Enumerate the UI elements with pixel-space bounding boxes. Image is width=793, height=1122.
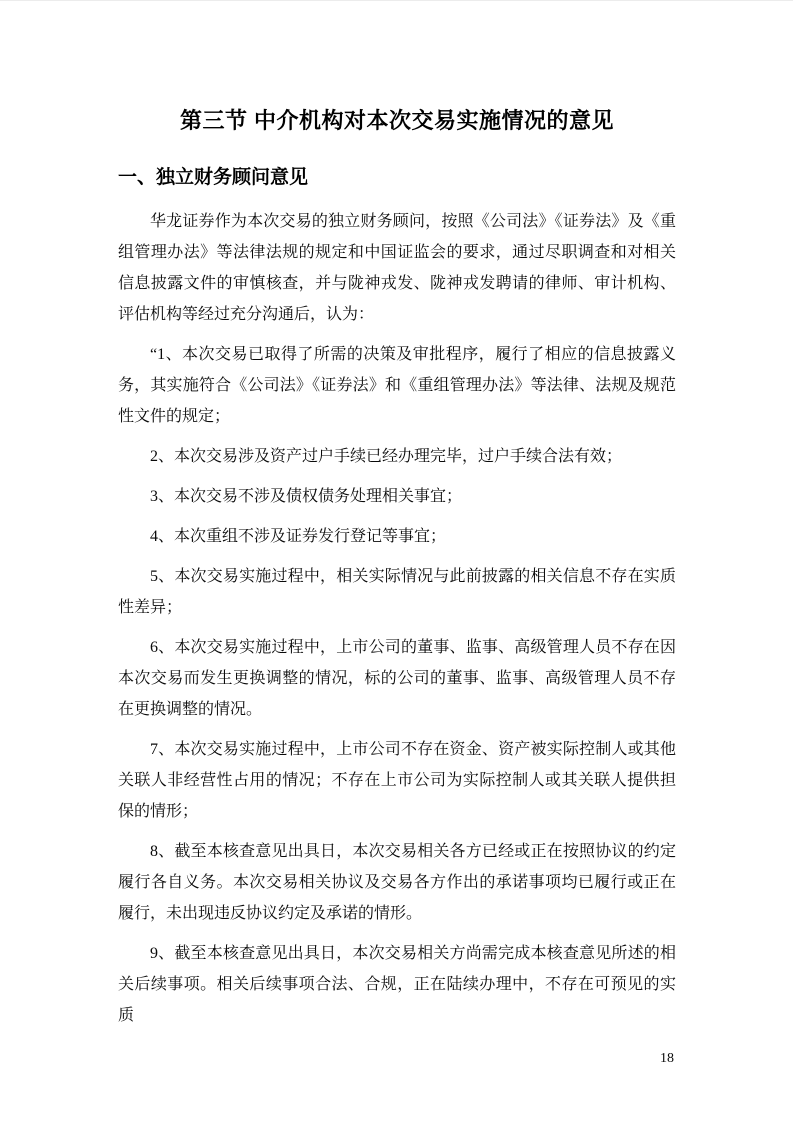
paragraph-item-2: 2、本次交易涉及资产过户手续已经办理完毕，过户手续合法有效； [150,448,623,465]
paragraph-item-1: “1、本次交易已取得了所需的决策及审批程序，履行了相应的信息披露义务，其实施符合《公司法》《证券法》和《重组管理办法》等法律、法规及规范性文件的规定； [118,346,676,425]
subsection-heading-independent-financial-advisor-opinion: 一、独立财务顾问意见 [118,167,309,188]
paragraph-item-6: 6、本次交易实施过程中，上市公司的董事、监事、高级管理人员不存在因本次交易而发生更换调整的情况，标的公司的董事、监事、高级管理人员不存在更换调整的情况。 [118,639,676,718]
paragraph-item-3: 3、本次交易不涉及债权债务处理相关事宜； [150,488,463,505]
paragraph-item-8: 8、截至本核查意见出具日，本次交易相关各方已经或正在按照协议的约定履行各自义务。本次交易相关协议及交易各方作出的承诺事项均已履行或正在履行，未出现违反协议约定及承诺的情形。 [118,843,676,922]
document-content [0,1,793,1031]
paragraph-item-5: 5、本次交易实施过程中，相关实际情况与此前披露的相关信息不存在实质性差异； [118,568,676,616]
paragraph-item-9: 9、截至本核查意见出具日，本次交易相关方尚需完成本核查意见所述的相关后续事项。相关后续事项合法、合规，正在陆续办理中，不存在可预见的实质 [118,945,676,1024]
paragraph-item-4: 4、本次重组不涉及证券发行登记等事宜； [150,528,447,545]
paragraph-intro: 华龙证券作为本次交易的独立财务顾问，按照《公司法》《证券法》及《重组管理办法》等法律法规的规定和中国证监会的要求，通过尽职调查和对相关信息披露文件的审慎核查，并与陇神戎发、陇神戎发聘请的律师、审计机构、评估机构等经过充分沟通后，认为： [118,213,676,323]
section-title: 第三节 中介机构对本次交易实施情况的意见 [179,108,615,133]
paragraph-item-7: 7、本次交易实施过程中，上市公司不存在资金、资产被实际控制人或其他关联人非经营性占用的情况；不存在上市公司为实际控制人或其关联人提供担保的情形； [118,741,676,820]
page-number: 18 [660,1051,674,1066]
